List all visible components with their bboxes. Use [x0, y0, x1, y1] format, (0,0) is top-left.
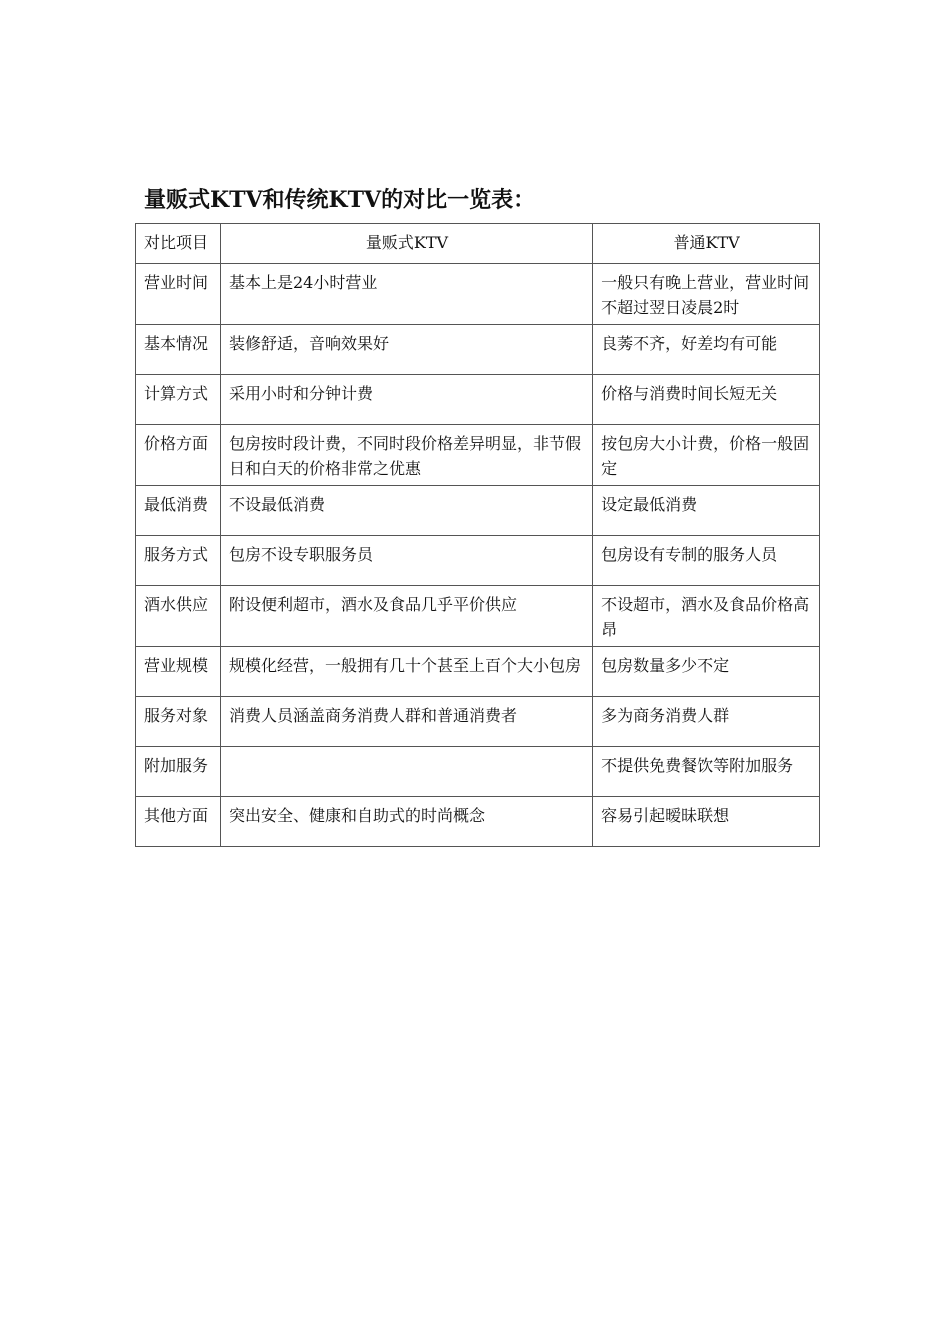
table-row [136, 425, 820, 486]
cell-normal-ktv: 不提供免费餐饮等附加服务 [593, 747, 820, 797]
table-row [136, 325, 820, 375]
row-label: 最低消费 [136, 486, 221, 536]
comparison-table [135, 223, 820, 847]
row-label: 计算方式 [136, 375, 221, 425]
row-label: 服务方式 [136, 536, 221, 586]
cell-normal-ktv: 包房数量多少不定 [593, 647, 820, 697]
cell-volume-ktv: 装修舒适，音响效果好 [220, 325, 592, 375]
cell-volume-ktv: 附设便利超市，酒水及食品几乎平价供应 [220, 586, 592, 647]
table-row [136, 797, 820, 847]
table-row [136, 747, 820, 797]
cell-volume-ktv: 包房不设专职服务员 [220, 536, 592, 586]
cell-normal-ktv: 按包房大小计费，价格一般固定 [593, 425, 820, 486]
row-label: 酒水供应 [136, 586, 221, 647]
cell-volume-ktv [220, 747, 592, 797]
cell-normal-ktv: 不设超市，酒水及食品价格高昂 [593, 586, 820, 647]
header-cell-item: 对比项目 [136, 224, 221, 264]
row-label: 基本情况 [136, 325, 221, 375]
cell-normal-ktv: 容易引起暧昧联想 [593, 797, 820, 847]
cell-volume-ktv: 采用小时和分钟计费 [220, 375, 592, 425]
table-row [136, 697, 820, 747]
table-row [136, 486, 820, 536]
table-row [136, 586, 820, 647]
row-label: 价格方面 [136, 425, 221, 486]
cell-volume-ktv: 包房按时段计费，不同时段价格差异明显，非节假日和白天的价格非常之优惠 [220, 425, 592, 486]
page-title: 量贩式KTV和传统KTV的对比一览表： [144, 187, 536, 213]
row-label: 附加服务 [136, 747, 221, 797]
cell-normal-ktv: 多为商务消费人群 [593, 697, 820, 747]
cell-volume-ktv: 消费人员涵盖商务消费人群和普通消费者 [220, 697, 592, 747]
row-label: 营业时间 [136, 264, 221, 325]
cell-volume-ktv: 规模化经营，一般拥有几十个甚至上百个大小包房 [220, 647, 592, 697]
cell-volume-ktv: 基本上是24小时营业 [220, 264, 592, 325]
row-label: 其他方面 [136, 797, 221, 847]
cell-normal-ktv: 价格与消费时间长短无关 [593, 375, 820, 425]
row-label: 服务对象 [136, 697, 221, 747]
table-row [136, 264, 820, 325]
header-cell-ktv-volume: 量贩式KTV [220, 224, 592, 264]
cell-volume-ktv: 不设最低消费 [220, 486, 592, 536]
cell-normal-ktv: 一般只有晚上营业，营业时间不超过翌日凌晨2时 [593, 264, 820, 325]
table-row [136, 375, 820, 425]
cell-normal-ktv: 良莠不齐，好差均有可能 [593, 325, 820, 375]
table-row [136, 536, 820, 586]
row-label: 营业规模 [136, 647, 221, 697]
table-header-row [136, 224, 820, 264]
header-cell-ktv-normal: 普通KTV [593, 224, 820, 264]
cell-volume-ktv: 突出安全、健康和自助式的时尚概念 [220, 797, 592, 847]
table-row [136, 647, 820, 697]
cell-normal-ktv: 包房设有专制的服务人员 [593, 536, 820, 586]
cell-normal-ktv: 设定最低消费 [593, 486, 820, 536]
